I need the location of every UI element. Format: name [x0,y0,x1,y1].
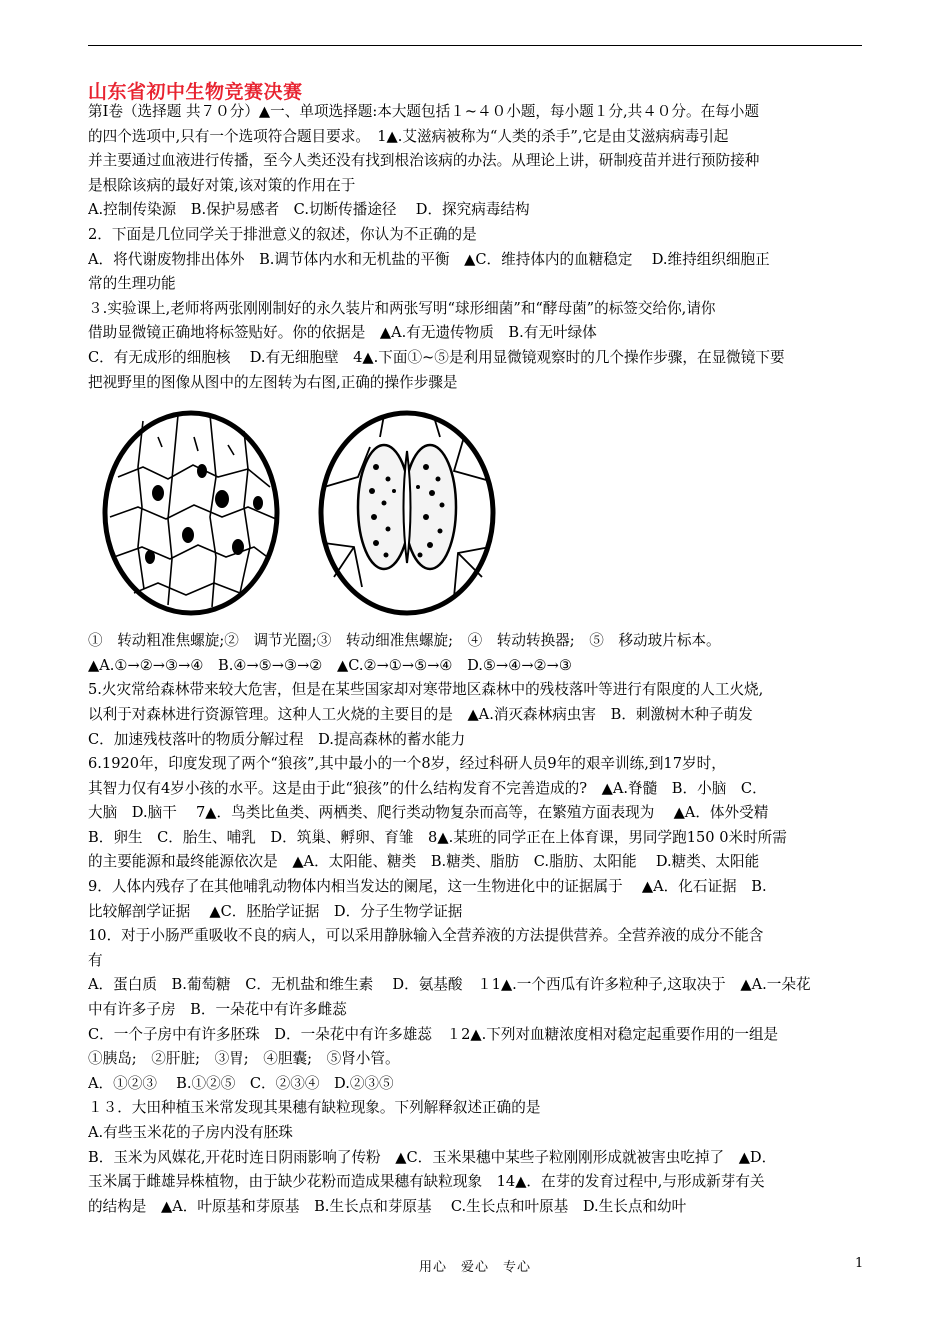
text-line: ① 转动粗准焦螺旋;② 调节光圈;③ 转动细准焦螺旋; ④ 转动转换器; ⑤ 移动玻片标本。 [88,632,721,650]
text-line: C．有无成形的细胞核 D.有无细胞壁 4▲.下面①~⑤是利用显微镜观察时的几个操作步骤，在显微镜下要 [88,348,785,366]
text-block-after-figure [88,629,862,1219]
page-number: 1 [855,1256,864,1271]
microscope-figure [88,405,862,623]
left-microscope-view [98,407,284,619]
right-microscope-view [314,407,500,619]
text-line: A.有些玉米花的子房内没有胚珠 [88,1124,293,1141]
header-rule [88,45,862,46]
text-line: 第Ⅰ卷（选择题 共７０分）▲一、单项选择题:本大题包括１~４０小题，每小题１分,共４０分。在每小题 [88,103,759,120]
text-line: A．蛋白质 B.葡萄糖 C．无机盐和维生素 D．氨基酸 １1▲.一个西瓜有许多粒种子,这取决于 ▲A.一朵花 [88,976,811,994]
text-line: 玉米属于雌雄异株植物，由于缺少花粉而造成果穗有缺粒现象 14▲．在芽的发育过程中,与形成新芽有关 [88,1173,765,1191]
text-line: 10．对于小肠严重吸收不良的病人，可以采用静脉输入全营养液的方法提供营养。全营养液的成分不能含 [88,927,764,945]
document-title: 山东省初中生物竞赛决赛 [88,81,303,103]
footer-text: 用心 爱心 专心 [418,1260,531,1275]
text-line: A．将代谢废物排出体外 B.调节体内水和无机盐的平衡 ▲C．维持体内的血糖稳定 D.维持组织细胞正 [88,250,770,268]
text-line: 大脑 D.脑干 7▲．鸟类比鱼类、两栖类、爬行类动物复杂而高等，在繁殖方面表现为 ▲A．体外受精 [88,804,769,822]
text-line: B．玉米为风媒花,开花时连日阴雨影响了传粉 ▲C．玉米果穗中某些子粒刚刚形成就被害虫吃掉了 ▲D． [88,1148,777,1166]
text-line: 是根除该病的最好对策,该对策的作用在于 [88,176,356,194]
text-line: 把视野里的图像从图中的左图转为右图,正确的操作步骤是 [88,373,458,391]
text-line: 的结构是 ▲A．叶原基和芽原基 B.生长点和芽原基 C.生长点和叶原基 D.生长点和幼叶 [88,1197,687,1215]
text-line: 的主要能源和最终能源依次是 ▲A．太阳能、糖类 B.糖类、脂肪 C.脂肪、太阳能 D.糖类、太阳能 [88,853,760,871]
text-line: 有 [88,951,103,969]
text-line: C．加速残枝落叶的物质分解过程 D.提高森林的蓄水能力 [88,730,466,748]
text-block-before-figure [88,100,862,395]
text-line: ▲A.①→②→③→④ B.④→⑤→③→② ▲C.②→①→⑤→④ D.⑤→④→②→③ [88,656,572,674]
document-body [88,100,862,1219]
text-line: ①胰岛; ②肝脏; ③胃; ④胆囊; ⑤肾小管。 [88,1050,400,1068]
text-line: ３.实验课上,老师将两张刚刚制好的永久装片和两张写明“球形细菌”和“酵母菌”的标签交给你,请你 [88,299,716,317]
text-line: 其智力仅有4岁小孩的水平。这是由于此“狼孩”的什么结构发育不完善造成的? ▲A.脊髓 B．小脑 C． [88,779,767,797]
text-line: 5.火灾常给森林带来较大危害，但是在某些国家却对寒带地区森林中的残枝落叶等进行有限度的人工火烧, [88,681,764,699]
text-line: 以利于对森林进行资源管理。这种人工火烧的主要目的是 ▲A.消灭森林病虫害 B．刺激树木种子萌发 [88,705,753,723]
text-line: 9．人体内残存了在其他哺乳动物体内相当发达的阑尾，这一生物进化中的证据属于 ▲A．化石证据 B. [88,878,767,896]
text-line: 借助显微镜正确地将标签贴好。你的依据是 ▲A.有无遗传物质 B.有无叶绿体 [88,324,597,342]
text-line: A．①②③ B.①②⑤ C．②③④ D.②③⑤ [88,1074,394,1092]
text-line: 2．下面是几位同学关于排泄意义的叙述，你认为不正确的是 [88,225,477,243]
text-line: 中有许多子房 B．一朵花中有许多雌蕊 [88,1001,347,1019]
text-line: １３．大田种植玉米常发现其果穗有缺粒现象。下列解释叙述正确的是 [88,1099,541,1117]
text-line: C．一个子房中有许多胚珠 D．一朵花中有许多雄蕊 １2▲.下列对血糖浓度相对稳定起重要作用的一组是 [88,1025,779,1043]
text-line: 常的生理功能 [88,275,176,293]
text-line: B．卵生 C．胎生、哺乳 D．筑巢、孵卵、育雏 8▲.某班的同学正在上体育课，男同学跑150 0米时所需 [88,828,787,846]
text-line: A.控制传染源 B.保护易感者 C.切断传播途径 D．探究病毒结构 [88,201,530,219]
text-line: 6.1920年，印度发现了两个“狼孩”,其中最小的一个8岁，经过科研人员9年的艰辛训练,到17岁时， [88,755,726,773]
text-line: 并主要通过血液进行传播，至今人类还没有找到根治该病的办法。从理论上讲，研制疫苗并进行预防接种 [88,152,760,170]
text-line: 比较解剖学证据 ▲C．胚胎学证据 D．分子生物学证据 [88,902,463,920]
text-line: 的四个选项中,只有一个选项符合题目要求。 1▲.艾滋病被称为“人类的杀手”,它是由艾滋病病毒引起 [88,127,729,145]
page-footer [0,1256,950,1276]
